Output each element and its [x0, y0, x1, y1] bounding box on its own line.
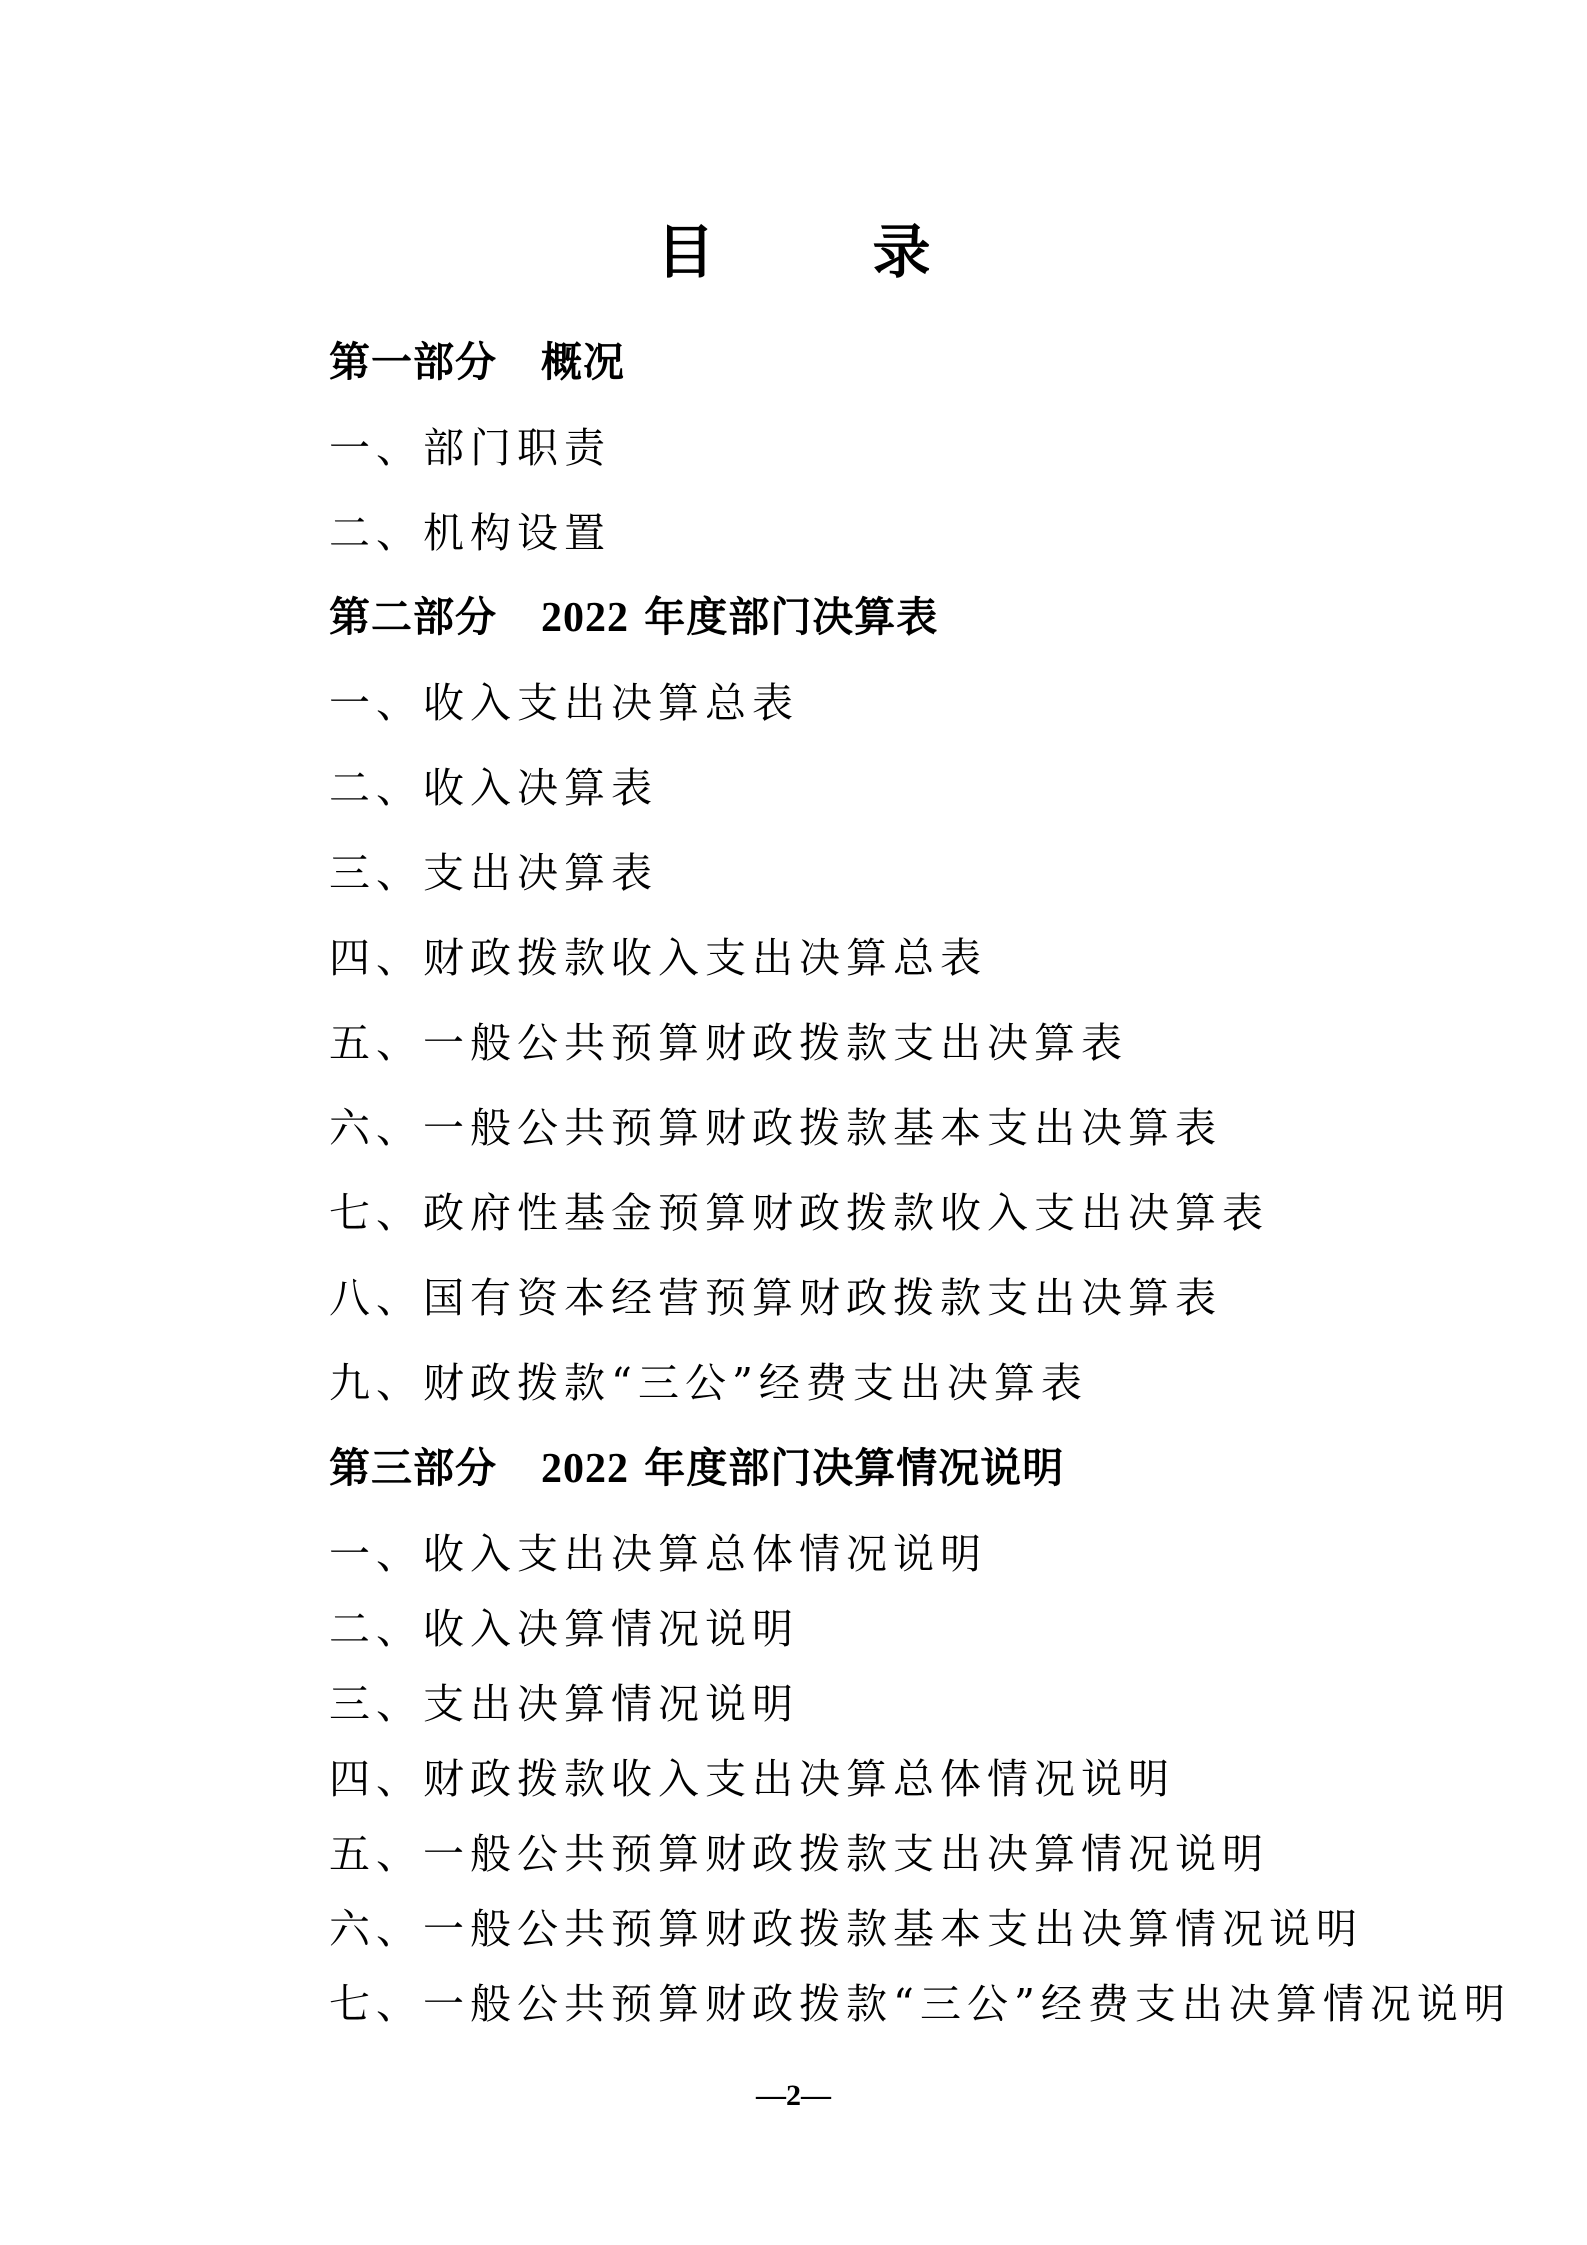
page-number: —2— [756, 2079, 831, 2112]
part2-item: 二、收入决算表 [329, 764, 658, 812]
part1-label: 第一部分 [329, 338, 497, 386]
part2-item: 八、国有资本经营预算财政拨款支出决算表 [329, 1274, 1222, 1322]
part2-item: 四、财政拨款收入支出决算总表 [329, 934, 987, 982]
part1-item: 二、机构设置 [329, 509, 611, 557]
part3-item: 一、收入支出决算总体情况说明 [329, 1530, 987, 1578]
part3-item: 二、收入决算情况说明 [329, 1605, 799, 1653]
part3-item: 三、支出决算情况说明 [329, 1680, 799, 1728]
toc-title: 目 录 [656, 218, 981, 286]
part3-label: 第三部分 [329, 1444, 497, 1492]
part1-name: 概况 [541, 338, 625, 386]
part2-year: 2022 [541, 595, 629, 641]
part2-label: 第二部分 [329, 593, 497, 641]
part3-name: 年度部门决算情况说明 [644, 1444, 1065, 1492]
part1-heading [329, 334, 625, 390]
part2-item: 六、一般公共预算财政拨款基本支出决算表 [329, 1104, 1222, 1152]
part2-heading [329, 589, 938, 646]
part2-item: 九、财政拨款“三公”经费支出决算表 [329, 1359, 1088, 1407]
part3-item: 七、一般公共预算财政拨款“三公”经费支出决算情况说明 [329, 1980, 1511, 2028]
part2-item: 三、支出决算表 [329, 849, 658, 897]
part2-item: 五、一般公共预算财政拨款支出决算表 [329, 1019, 1128, 1067]
part3-heading [329, 1440, 1064, 1497]
part3-item: 六、一般公共预算财政拨款基本支出决算情况说明 [329, 1905, 1363, 1953]
part2-name: 年度部门决算表 [644, 593, 939, 641]
part2-item: 七、政府性基金预算财政拨款收入支出决算表 [329, 1189, 1269, 1237]
part3-item: 四、财政拨款收入支出决算总体情况说明 [329, 1755, 1175, 1803]
part3-item: 五、一般公共预算财政拨款支出决算情况说明 [329, 1830, 1269, 1878]
part2-item: 一、收入支出决算总表 [329, 679, 799, 727]
part1-item: 一、部门职责 [329, 424, 611, 472]
part3-year: 2022 [541, 1446, 629, 1492]
